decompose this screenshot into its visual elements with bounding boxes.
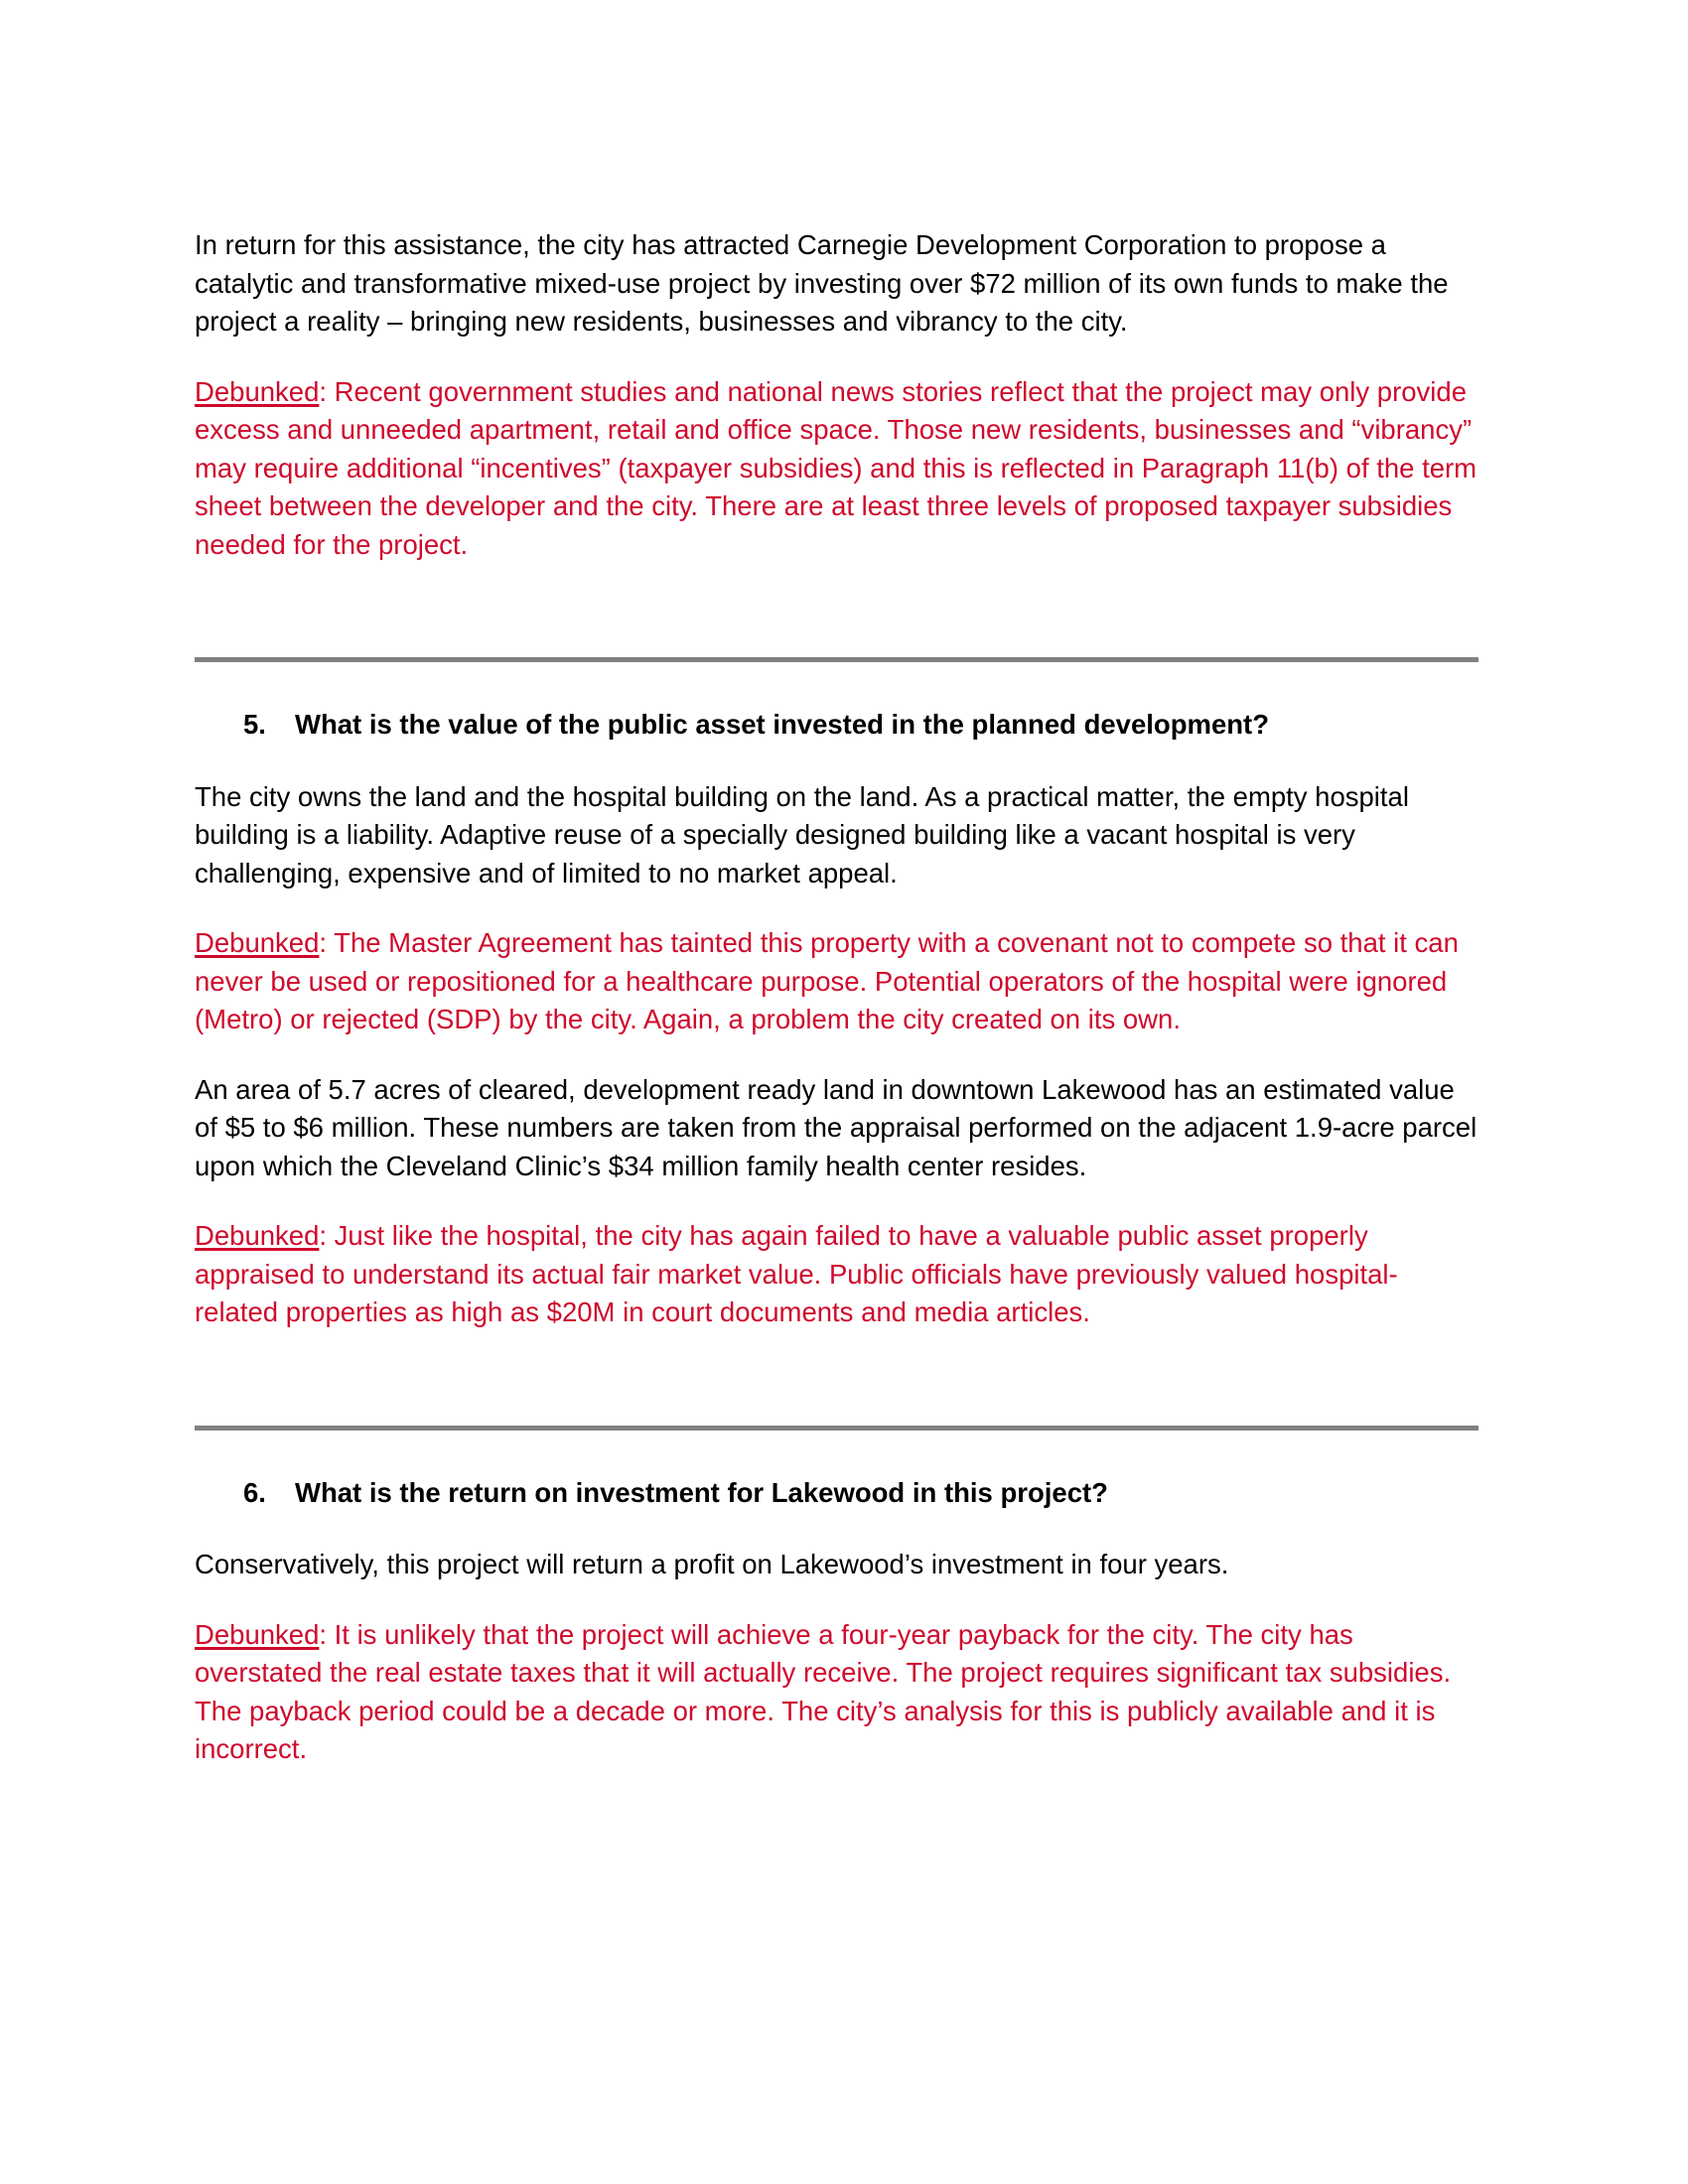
question-text-6: What is the return on investment for Lakewood in this project? <box>295 1476 1108 1508</box>
debunked-text-4: It is unlikely that the project will achieve a four-year payback for the city. The city has overstated the real estate taxes that it will actually receive. The project requires significant tax subsidies. The payback period could be a decade or more. The city’s analysis for this is publicly available and it is incorrect. <box>195 1618 1452 1764</box>
spacer <box>195 596 1478 610</box>
debunked-text-1: Recent government studies and national news stories reflect that the project may only provide excess and unneeded apartment, retail and office space. Those new residents, businesses and “vibrancy” may require additional “incentives” (taxpayer subsidies) and this is reflected in Paragraph 11(b) of the term sheet between the developer and the city. There are at least three levels of proposed taxpayer subsidies needed for the project. <box>195 375 1477 560</box>
question-heading-6 <box>195 1474 1478 1513</box>
debunked-colon-3: : <box>319 1220 328 1251</box>
debunked-paragraph-1 <box>195 373 1478 565</box>
question-text-5: What is the value of the public asset invested in the planned development? <box>295 709 1270 740</box>
section-divider-1 <box>195 657 1478 662</box>
question-number-5: 5. <box>243 709 266 740</box>
q6-body-paragraph-1: Conservatively, this project will return a profit on Lakewood’s investment in four years. <box>195 1549 1229 1579</box>
debunked-colon-1: : <box>319 375 328 407</box>
debunked-text-2: The Master Agreement has tainted this property with a covenant not to compete so that it can never be used or repositioned for a healthcare purpose. Potential operators of the hospital were ignored (Metro) or rejected (SDP) by the city. Again, a problem the city created on its own. <box>195 927 1459 1034</box>
debunked-paragraph-4 <box>195 1616 1478 1769</box>
intro-paragraph: In return for this assistance, the city has attracted Carnegie Development Corporation to propose a catalytic and transformative mixed-use project by investing over $72 million of its own funds to make the project a reality – bringing new residents, businesses and vibrancy to the city. <box>195 229 1449 337</box>
debunked-colon-4: : <box>319 1618 328 1650</box>
spacer <box>195 1364 1478 1378</box>
debunked-paragraph-2 <box>195 924 1478 1039</box>
debunked-label-4: Debunked <box>195 1618 320 1650</box>
q5-body-paragraph-2: An area of 5.7 acres of cleared, development ready land in downtown Lakewood has an estimated value of $5 to $6 million. These numbers are taken from the appraisal performed on the adjacent 1.9-acre parcel upon which the Cleveland Clinic’s $34 million family health center resides. <box>195 1073 1477 1181</box>
document-content <box>195 226 1478 1801</box>
debunked-label-3: Debunked <box>195 1220 320 1251</box>
debunked-label-1: Debunked <box>195 375 320 407</box>
debunked-colon-2: : <box>319 927 328 958</box>
section-divider-2 <box>195 1426 1478 1431</box>
debunked-label-2: Debunked <box>195 927 320 958</box>
question-number-6: 6. <box>243 1476 266 1508</box>
debunked-text-3: Just like the hospital, the city has again failed to have a valuable public asset properly appraised to understand its actual fair market value. Public officials have previously valued hospital-related properties as high as $20M in court documents and media articles. <box>195 1220 1398 1327</box>
debunked-paragraph-3 <box>195 1217 1478 1332</box>
question-heading-5 <box>195 706 1478 745</box>
q5-body-paragraph-1: The city owns the land and the hospital building on the land. As a practical matter, the empty hospital building is a liability. Adaptive reuse of a specially designed building like a vacant hospital is very challenging, expensive and of limited to no market appeal. <box>195 780 1409 888</box>
